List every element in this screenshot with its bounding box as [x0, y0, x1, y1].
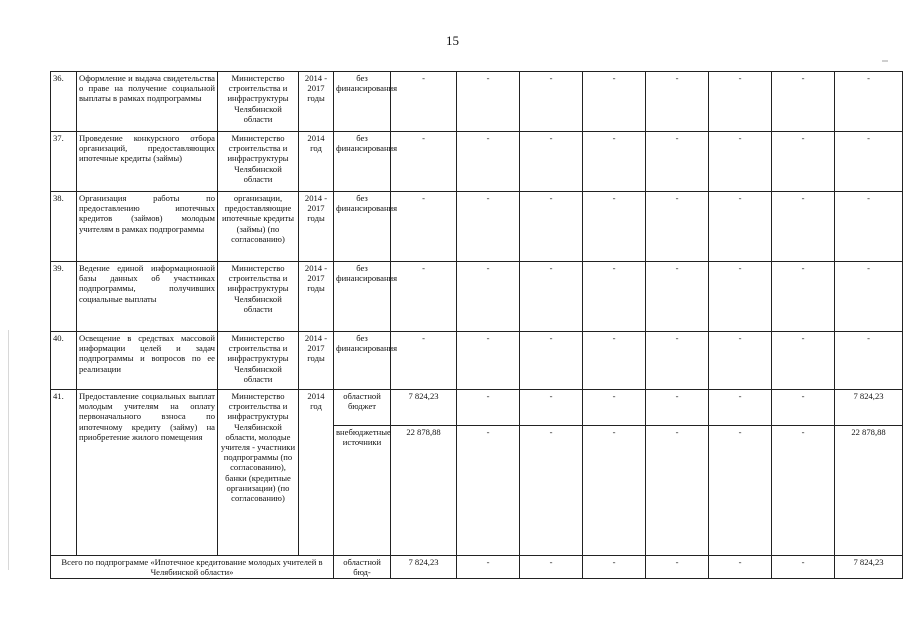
- table-row: [51, 72, 903, 132]
- amount-cell: -: [457, 556, 520, 579]
- amount-cell: -: [583, 556, 646, 579]
- amount-cell: -: [835, 332, 903, 390]
- amount-cell: -: [646, 556, 709, 579]
- amount-cell: -: [520, 332, 583, 390]
- amount-cell: -: [709, 332, 772, 390]
- table-row: [51, 262, 903, 332]
- row-number: 41.: [51, 390, 77, 556]
- amount-cell: -: [391, 332, 457, 390]
- amount-cell: -: [772, 426, 835, 556]
- amount-cell: -: [520, 556, 583, 579]
- executor: Министерство строительства и инфраструктуры Челябинской области: [218, 132, 299, 192]
- table-row: [51, 390, 903, 426]
- funding-source: без финансирования: [334, 72, 391, 132]
- activity-description: Оформление и выдача свидетельства о праве на получение социальной выплаты в рамках подпрограммы: [77, 72, 218, 132]
- period: 2014 год: [299, 390, 334, 556]
- amount-cell: -: [391, 262, 457, 332]
- amount-cell: -: [646, 132, 709, 192]
- executor: Министерство строительства и инфраструктуры Челябинской области, молодые учителя - участники подпрограммы (по согласованию), банки (кредитные организации) (по согласованию): [218, 390, 299, 556]
- amount-cell: -: [583, 390, 646, 426]
- funding-source: без финансирования: [334, 332, 391, 390]
- amount-cell: -: [772, 262, 835, 332]
- amount-cell: -: [583, 132, 646, 192]
- funding-source: областной бюд-: [334, 556, 391, 579]
- amount-cell: 22 878,88: [835, 426, 903, 556]
- funding-source: без финансирования: [334, 192, 391, 262]
- total-label: Всего по подпрограмме «Ипотечное кредитование молодых учителей в Челябинской области»: [51, 556, 334, 579]
- amount-cell: -: [457, 72, 520, 132]
- amount-cell: -: [520, 72, 583, 132]
- amount-cell: 7 824,23: [835, 556, 903, 579]
- amount-cell: -: [709, 72, 772, 132]
- amount-cell: -: [646, 192, 709, 262]
- row-number: 40.: [51, 332, 77, 390]
- table-row: [51, 332, 903, 390]
- amount-cell: -: [391, 192, 457, 262]
- table-row: [51, 132, 903, 192]
- amount-cell: -: [772, 132, 835, 192]
- activity-description: Проведение конкурсного отбора организаций, предоставляющих ипотечные кредиты (займы): [77, 132, 218, 192]
- activity-description: Предоставление социальных выплат молодым учителям на оплату первоначального взноса по ипотечному кредиту (займу) на приобретение жилого помещения: [77, 390, 218, 556]
- period: 2014 - 2017 годы: [299, 332, 334, 390]
- activity-description: Ведение единой информационной базы данных об участниках подпрограммы, получивших социальные выплаты: [77, 262, 218, 332]
- amount-cell: -: [520, 390, 583, 426]
- amount-cell: -: [772, 556, 835, 579]
- amount-cell: -: [709, 262, 772, 332]
- funding-source: областной бюджет: [334, 390, 391, 426]
- activity-description: Освещение в средствах массовой информации целей и задач подпрограммы и вопросов по ее реализации: [77, 332, 218, 390]
- total-row: [51, 556, 903, 579]
- amount-cell: -: [709, 192, 772, 262]
- amount-cell: -: [583, 192, 646, 262]
- table-row: [51, 192, 903, 262]
- amount-cell: -: [457, 192, 520, 262]
- row-number: 37.: [51, 132, 77, 192]
- amount-cell: -: [520, 192, 583, 262]
- amount-cell: -: [709, 390, 772, 426]
- amount-cell: -: [646, 426, 709, 556]
- executor: Министерство строительства и инфраструктуры Челябинской области: [218, 262, 299, 332]
- executor: Министерство строительства и инфраструктуры Челябинской области: [218, 72, 299, 132]
- amount-cell: -: [709, 426, 772, 556]
- row-number: 36.: [51, 72, 77, 132]
- amount-cell: -: [772, 390, 835, 426]
- row-number: 39.: [51, 262, 77, 332]
- scan-artifact: [882, 60, 888, 62]
- scan-artifact: [8, 330, 9, 570]
- amount-cell: -: [835, 72, 903, 132]
- amount-cell: -: [457, 262, 520, 332]
- amount-cell: -: [520, 426, 583, 556]
- amount-cell: -: [583, 332, 646, 390]
- amount-cell: -: [520, 132, 583, 192]
- amount-cell: -: [391, 132, 457, 192]
- amount-cell: -: [583, 72, 646, 132]
- amount-cell: -: [709, 556, 772, 579]
- funding-source: внебюджетные источники: [334, 426, 391, 556]
- amount-cell: -: [835, 262, 903, 332]
- amount-cell: -: [457, 132, 520, 192]
- amount-cell: -: [772, 192, 835, 262]
- amount-cell: 7 824,23: [391, 390, 457, 426]
- row-number: 38.: [51, 192, 77, 262]
- amount-cell: -: [457, 332, 520, 390]
- amount-cell: -: [457, 426, 520, 556]
- funding-source: без финансирования: [334, 132, 391, 192]
- amount-cell: -: [391, 72, 457, 132]
- amount-cell: -: [646, 262, 709, 332]
- amount-cell: 7 824,23: [835, 390, 903, 426]
- amount-cell: -: [520, 262, 583, 332]
- amount-cell: -: [646, 332, 709, 390]
- executor: Министерство строительства и инфраструктуры Челябинской области: [218, 332, 299, 390]
- activity-description: Организация работы по предоставлению ипотечных кредитов (займов) молодым учителям в рамках подпрограммы: [77, 192, 218, 262]
- amount-cell: 22 878,88: [391, 426, 457, 556]
- amount-cell: -: [772, 72, 835, 132]
- amount-cell: -: [835, 132, 903, 192]
- amount-cell: -: [835, 192, 903, 262]
- funding-source: без финансирования: [334, 262, 391, 332]
- amount-cell: -: [646, 390, 709, 426]
- page-number: 15: [446, 33, 459, 48]
- amount-cell: -: [583, 426, 646, 556]
- amount-cell: -: [457, 390, 520, 426]
- period: 2014 год: [299, 132, 334, 192]
- period: 2014 - 2017 годы: [299, 192, 334, 262]
- amount-cell: -: [772, 332, 835, 390]
- executor: организации, предоставляющие ипотечные кредиты (займы) (по согласованию): [218, 192, 299, 262]
- amount-cell: 7 824,23: [391, 556, 457, 579]
- amount-cell: -: [583, 262, 646, 332]
- period: 2014 - 2017 годы: [299, 262, 334, 332]
- activities-table: [50, 71, 903, 579]
- period: 2014 - 2017 годы: [299, 72, 334, 132]
- amount-cell: -: [646, 72, 709, 132]
- amount-cell: -: [709, 132, 772, 192]
